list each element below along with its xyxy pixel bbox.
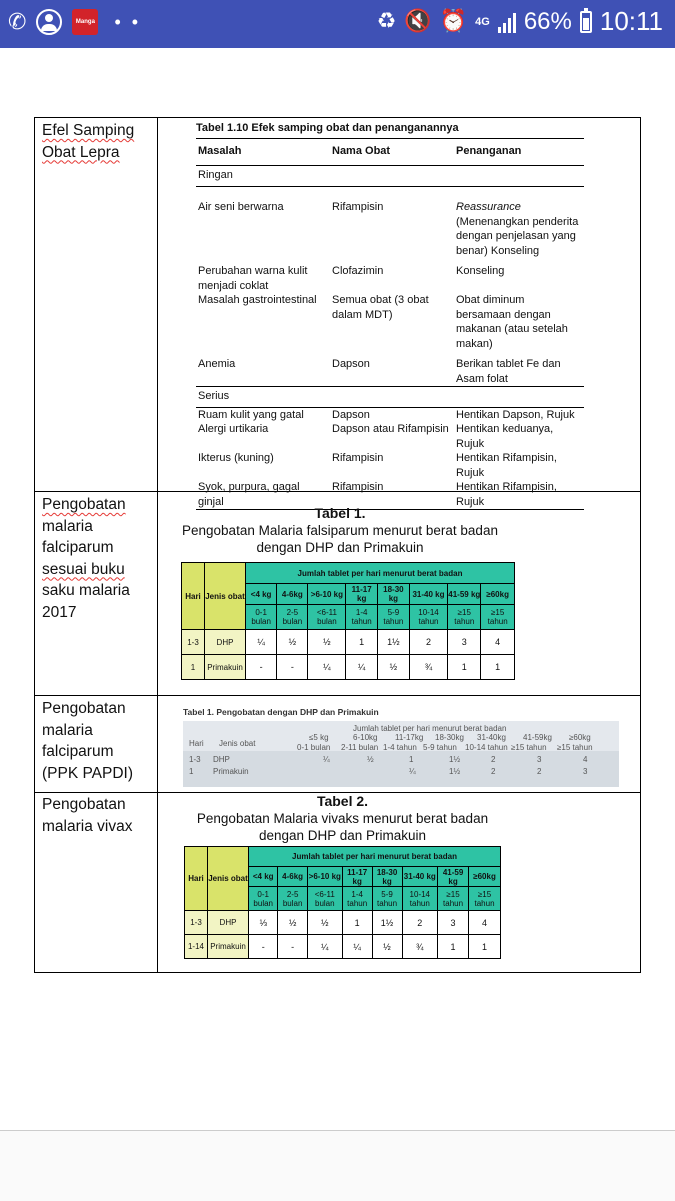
age-header: ≥15 tahun	[469, 887, 501, 911]
dose-cell: ½	[308, 630, 346, 655]
dose-cell: ½	[372, 935, 402, 959]
dose-cell: ¼	[409, 767, 416, 776]
status-bar	[0, 0, 675, 48]
weight-header: 18-30kg	[435, 733, 464, 742]
clock: 10:11	[599, 6, 663, 36]
dose-cell: 2	[491, 767, 496, 776]
whatsapp-icon[interactable]: ✆	[8, 9, 27, 35]
drug-cell: DHP	[205, 630, 246, 655]
dose-cell: -	[249, 935, 278, 959]
age-header: 5-9 tahun	[423, 743, 457, 752]
dose-cell: ½	[378, 655, 410, 680]
table-cell: Hentikan Rifampisin, Rujuk	[454, 480, 584, 510]
weight-header: 31-40 kg	[402, 867, 438, 887]
table-cell: Rifampisin	[330, 480, 454, 510]
table-cell: Masalah gastrointestinal	[198, 294, 317, 306]
age-header: 1-4 tahun	[342, 887, 372, 911]
table-cell: Dapson atau Rifampisin	[332, 423, 449, 435]
mute-icon: 🔇	[404, 9, 432, 34]
lepra-side-effect-table	[196, 122, 586, 510]
column-divider	[157, 117, 158, 973]
falciparum-table-title: Tabel 1. Pengobatan Malaria falsiparum menurut berat badan dengan DHP dan Primakuin	[182, 505, 498, 555]
dose-cell: 1½	[378, 630, 410, 655]
age-header: 0-1 bulan	[246, 605, 277, 630]
column-header: Hari	[189, 739, 204, 748]
row-label-papdi: Pengobatan malaria falciparum (PPK PAPDI)	[42, 700, 134, 782]
day-cell: 1	[189, 767, 194, 776]
age-header: ≥15 tahun	[557, 743, 593, 752]
dose-cell: 1	[438, 935, 469, 959]
alarm-icon: ⏰	[439, 9, 468, 34]
table-cell: Anemia	[198, 358, 236, 370]
age-header: 2-11 bulan	[341, 743, 379, 752]
weight-header: 31-40 kg	[409, 584, 448, 605]
falciparum-dosage-table	[181, 562, 515, 680]
day-cell: 1-14	[185, 935, 208, 959]
weight-header: ≥60kg	[481, 584, 515, 605]
dose-cell: 4	[481, 630, 515, 655]
dose-cell: ½	[307, 911, 342, 935]
age-header: <6-11 bulan	[307, 887, 342, 911]
weight-header: ≥60kg	[469, 867, 501, 887]
day-cell: 1-3	[182, 630, 205, 655]
manga-app-icon[interactable]: Manga	[72, 9, 98, 35]
weight-header: >6-10 kg	[307, 867, 342, 887]
dose-cell: 1	[346, 630, 378, 655]
dose-cell: ¼	[342, 935, 372, 959]
recycle-icon: ♻	[376, 9, 397, 34]
dose-cell: ½	[277, 630, 308, 655]
age-header: ≥15 tahun	[448, 605, 481, 630]
table-cell: Rifampisin	[332, 452, 384, 464]
dose-cell: 1	[448, 655, 481, 680]
table-cell: Reassurance (Menenangkan penderita dengan penjelasan yang benar) Konseling	[456, 201, 579, 257]
table-cell: Obat diminum bersamaan dengan makanan (atau setelah makan)	[456, 294, 568, 350]
dose-cell: 2	[409, 630, 448, 655]
dose-cell: ½	[278, 911, 307, 935]
group-header: Jumlah tablet per hari menurut berat badan	[246, 563, 515, 584]
drug-cell: Primakuin	[208, 935, 249, 959]
weight-header: ≤5 kg	[309, 733, 329, 742]
day-cell: 1-3	[185, 911, 208, 935]
dose-cell: 2	[491, 755, 496, 764]
age-header: 1-4 tahun	[383, 743, 417, 752]
weight-header: 4-6kg	[277, 584, 308, 605]
account-icon[interactable]	[36, 9, 62, 35]
table-cell: Hentikan Rifampisin, Rujuk	[456, 452, 557, 479]
dose-cell: ¼	[323, 755, 330, 764]
day-cell: 1-3	[189, 755, 201, 764]
dose-cell: ¾	[402, 935, 438, 959]
table-cell: Ruam kulit yang gatal	[198, 408, 304, 421]
column-header: Masalah	[196, 139, 330, 166]
dose-cell: 1½	[449, 755, 461, 764]
section-label: Serius	[196, 387, 584, 408]
group-header: Jumlah tablet per hari menurut berat badan	[353, 724, 507, 733]
dose-cell: ⅓	[249, 911, 278, 935]
battery-percent: 66%	[523, 7, 572, 35]
column-header: Jenis obat	[205, 563, 246, 630]
age-header: <6-11 bulan	[308, 605, 346, 630]
column-header: Penanganan	[454, 139, 584, 166]
age-header: 10-14 tahun	[402, 887, 438, 911]
age-header: ≥15 tahun	[511, 743, 547, 752]
dose-cell: ¼	[246, 630, 277, 655]
dose-cell: ¼	[346, 655, 378, 680]
row-label-vivax: Pengobatan malaria vivax	[42, 796, 133, 835]
table-cell: Rifampisin	[332, 201, 384, 213]
weight-header: <4 kg	[249, 867, 278, 887]
dose-cell: -	[246, 655, 277, 680]
weight-header: 41-59kg	[523, 733, 552, 742]
column-header: Jenis obat	[219, 739, 256, 748]
vivax-table-title: Tabel 2. Pengobatan Malaria vivaks menurut berat badan dengan DHP dan Primakuin	[196, 793, 489, 843]
dose-cell: 1	[481, 655, 515, 680]
table-cell: Konseling	[456, 265, 505, 277]
drug-cell: Primakuin	[213, 767, 249, 776]
table-cell: Alergi urtikaria	[198, 423, 269, 435]
drug-cell: DHP	[208, 911, 249, 935]
weight-header: 11-17 kg	[346, 584, 378, 605]
column-header: Nama Obat	[330, 139, 454, 166]
dose-cell: 1	[342, 911, 372, 935]
papdi-table-body	[183, 721, 619, 787]
age-header: 1-4 tahun	[346, 605, 378, 630]
table-cell: Hentikan keduanya, Rujuk	[456, 423, 554, 450]
table-cell: Syok, purpura, gagal ginjal	[196, 480, 330, 510]
bottom-bar	[0, 1130, 675, 1201]
dose-cell: -	[278, 935, 307, 959]
group-header: Jumlah tablet per hari menurut berat badan	[249, 847, 501, 867]
table-cell: Dapson	[332, 408, 370, 421]
weight-header: 18-30 kg	[378, 584, 410, 605]
age-header: 10-14 tahun	[409, 605, 448, 630]
weight-header: >6-10 kg	[308, 584, 346, 605]
dose-cell: 1	[409, 755, 414, 764]
dose-cell: ¼	[307, 935, 342, 959]
table-cell: Berikan tablet Fe dan Asam folat	[456, 358, 561, 385]
column-header: Hari	[185, 847, 208, 911]
dose-cell: 1	[469, 935, 501, 959]
weight-header: 6-10kg	[353, 733, 378, 742]
dose-cell: 3	[537, 755, 542, 764]
dose-cell: 2	[402, 911, 438, 935]
weight-header: 11-17kg	[395, 733, 424, 742]
table-cell: Clofazimin	[332, 265, 384, 277]
table-cell: Hentikan Dapson, Rujuk	[456, 408, 575, 421]
row-divider	[34, 695, 641, 696]
table-cell: Ikterus (kuning)	[198, 452, 274, 464]
dose-cell: 1½	[449, 767, 461, 776]
drug-cell: Primakuin	[205, 655, 246, 680]
dose-cell: -	[277, 655, 308, 680]
dose-cell: 3	[583, 767, 588, 776]
age-header: 2-5 bulan	[277, 605, 308, 630]
dose-cell: 3	[448, 630, 481, 655]
weight-header: ≥60kg	[569, 733, 591, 742]
column-header: Jenis obat	[208, 847, 249, 911]
table-cell: Dapson	[332, 358, 370, 370]
dose-cell: ½	[367, 755, 374, 764]
weight-header: 41-59 kg	[438, 867, 469, 887]
weight-header: <4 kg	[246, 584, 277, 605]
table-cell: Perubahan warna kulit menjadi coklat	[198, 265, 308, 292]
age-header: 0-1 bulan	[297, 743, 331, 752]
section-label: Ringan	[196, 166, 584, 187]
network-type: 4G	[475, 15, 490, 28]
age-header: 2-5 bulan	[278, 887, 307, 911]
weight-header: 41-59 kg	[448, 584, 481, 605]
age-header: ≥15 tahun	[438, 887, 469, 911]
vivax-dosage-table	[184, 846, 501, 959]
weight-header: 31-40kg	[477, 733, 506, 742]
age-header: 5-9 tahun	[372, 887, 402, 911]
weight-header: 4-6kg	[278, 867, 307, 887]
age-header: 5-9 tahun	[378, 605, 410, 630]
weight-header: 18-30 kg	[372, 867, 402, 887]
weight-header: 11-17 kg	[342, 867, 372, 887]
table-title: Tabel 1. Pengobatan dengan DHP dan Primakuin	[183, 707, 379, 717]
table-cell: Semua obat (3 obat dalam MDT)	[332, 294, 429, 321]
day-cell: 1	[182, 655, 205, 680]
dose-cell: 1½	[372, 911, 402, 935]
table-title: Tabel 1.10 Efek samping obat dan penanganannya	[196, 122, 459, 134]
dose-cell: 3	[438, 911, 469, 935]
dose-cell: ¾	[409, 655, 448, 680]
age-header: 10-14 tahun	[465, 743, 508, 752]
dose-cell: 2	[537, 767, 542, 776]
battery-icon	[580, 11, 592, 33]
table-cell: Air seni berwarna	[198, 201, 284, 213]
row-label-falciparum: Pengobatan malaria falciparum sesuai buku saku malaria 2017	[42, 496, 130, 621]
more-notifications-icon[interactable]: • •	[114, 11, 142, 32]
age-header: 0-1 bulan	[249, 887, 278, 911]
dose-cell: ¼	[308, 655, 346, 680]
dose-cell: 4	[583, 755, 588, 764]
dose-cell: 4	[469, 911, 501, 935]
age-header: ≥15 tahun	[481, 605, 515, 630]
papdi-dosage-table	[183, 705, 620, 787]
column-header: Hari	[182, 563, 205, 630]
drug-cell: DHP	[213, 755, 230, 764]
signal-icon	[498, 11, 516, 33]
row-label-lepra: Efel Samping Obat Lepra	[42, 122, 135, 161]
